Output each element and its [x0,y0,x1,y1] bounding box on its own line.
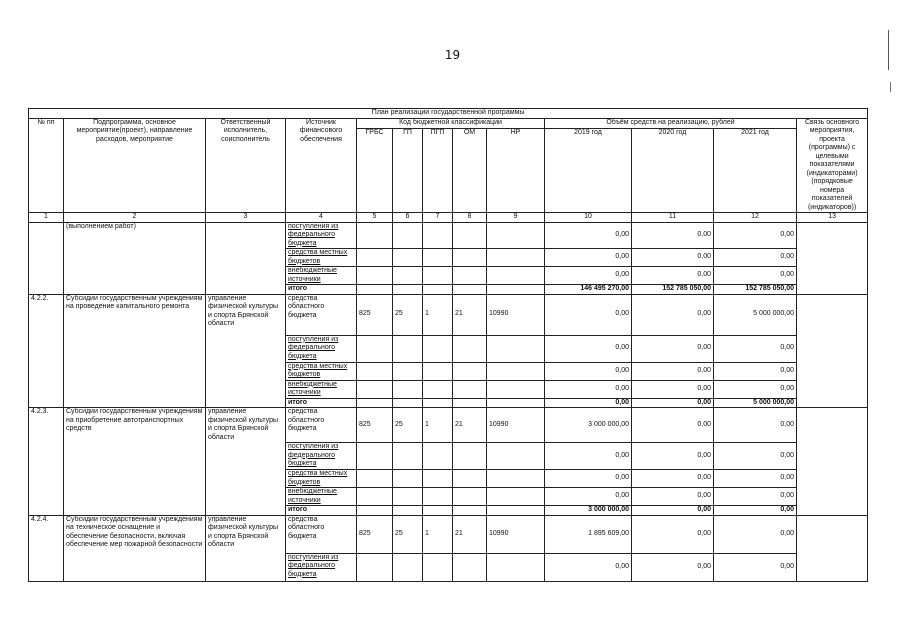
item-responsible-cell: управление физической культуры и спорта Брянской области [206,515,286,581]
link-cell [797,294,868,408]
value-2020: 0,00 [632,335,714,362]
total-2019: 146 495 270,00 [545,285,632,295]
source-federal: поступления из федерального бюджета [288,443,339,467]
value-2021: 0,00 [714,222,797,249]
value-2021: 0,00 [714,249,797,267]
value-2021: 0,00 [714,380,797,398]
source-local: средства местных бюджетов [288,470,348,486]
total-2020: 152 785 050,00 [632,285,714,295]
pgp-code: 1 [423,294,453,335]
om-code: 21 [453,515,487,553]
col-subprogram-header: Подпрограмма, основное мероприятие(проект), направление расходов, мероприятие [64,118,206,213]
table-row [29,515,868,553]
link-cell [797,408,868,516]
plan-title-row [29,109,868,119]
column-number: 1 [29,213,64,223]
volume-header: Объём средств на реализацию, рублей [545,118,797,129]
link-cell [797,515,868,581]
source-regional: средства областного бюджета [286,294,357,335]
value-2019: 0,00 [545,267,632,285]
column-numbers-row [29,213,868,223]
program-plan-table [28,108,868,582]
plan-title: План реализации государственной программы [29,109,868,119]
col-nr-header: НР [487,129,545,213]
source-federal: поступления из федерального бюджета [288,553,339,578]
source-cell [286,335,357,362]
col-pgp-header: ПГП [423,129,453,213]
column-number: 5 [357,213,393,223]
total-2020: 0,00 [632,398,714,408]
header-row-1 [29,118,868,129]
source-cell [286,488,357,506]
table-row [29,408,868,443]
grbs-code: 825 [357,294,393,335]
value-2020: 0,00 [632,380,714,398]
pgp-code: 1 [423,408,453,443]
source-local: средства местных бюджетов [288,362,348,378]
source-local: средства местных бюджетов [288,249,348,265]
value-2020: 0,00 [632,267,714,285]
total-2021: 0,00 [714,506,797,516]
col-om-header: ОМ [453,129,487,213]
value-2019: 0,00 [545,488,632,506]
table-row [29,294,868,335]
column-number: 9 [487,213,545,223]
value-2019: 0,00 [545,553,632,581]
gp-code: 25 [393,515,423,553]
value-2021: 0,00 [714,488,797,506]
nr-code: 10990 [487,294,545,335]
nr-code: 10990 [487,408,545,443]
item-number-cell: 4.2.4. [29,515,64,581]
col-2019-header: 2019 год [545,129,632,213]
column-number: 3 [206,213,286,223]
item-name-cell: (выполнением работ) [64,222,206,294]
item-number-cell [29,222,64,294]
value-2020: 0,00 [632,553,714,581]
source-total: итого [286,285,357,295]
value-2019: 0,00 [545,294,632,335]
source-regional: средства областного бюджета [286,408,357,443]
source-cell [286,362,357,380]
column-number: 4 [286,213,357,223]
source-cell [286,553,357,581]
item-number-cell: 4.2.3. [29,408,64,516]
value-2020: 0,00 [632,222,714,249]
gp-code: 25 [393,408,423,443]
source-regional: средства областного бюджета [286,515,357,553]
item-responsible-cell: управление физической культуры и спорта Брянской области [206,294,286,408]
value-2021: 0,00 [714,553,797,581]
grbs-code: 825 [357,408,393,443]
value-2020: 0,00 [632,294,714,335]
item-number-cell: 4.2.2. [29,294,64,408]
col-responsible-header: Ответственный исполнитель, соисполнитель [206,118,286,213]
value-2020: 0,00 [632,362,714,380]
table-row [29,222,868,249]
budget-code-header: Код бюджетной классификации [357,118,545,129]
column-number: 13 [797,213,868,223]
total-2019: 0,00 [545,398,632,408]
source-total: итого [286,506,357,516]
col-gp-header: ГП [393,129,423,213]
value-2020: 0,00 [632,408,714,443]
value-2020: 0,00 [632,470,714,488]
om-code: 21 [453,294,487,335]
column-number: 10 [545,213,632,223]
value-2020: 0,00 [632,488,714,506]
value-2019: 0,00 [545,362,632,380]
value-2019: 0,00 [545,380,632,398]
value-2019: 0,00 [545,222,632,249]
source-federal: поступления из федерального бюджета [288,335,339,360]
value-2019: 0,00 [545,443,632,470]
scan-edge-mark [888,30,889,70]
value-2020: 0,00 [632,443,714,470]
total-2021: 5 000 000,00 [714,398,797,408]
scan-edge-mark-2 [890,82,891,92]
value-2019: 1 895 609,00 [545,515,632,553]
source-cell [286,380,357,398]
item-name-cell: Субсидии государственным учреждениям на техническое оснащение и обеспечение безопасности, включая обеспечение мер пожарной безопасности [64,515,206,581]
source-extra: внебюджетные источники [288,380,337,396]
column-number: 12 [714,213,797,223]
value-2021: 0,00 [714,443,797,470]
col-2021-header: 2021 год [714,129,797,213]
value-2021: 0,00 [714,408,797,443]
source-extra: внебюджетные источники [288,488,337,504]
item-name-cell: Субсидии государственным учреждениям на приобретение автотранспортных средств [64,408,206,516]
pgp-code: 1 [423,515,453,553]
value-2019: 3 000 000,00 [545,408,632,443]
column-number: 11 [632,213,714,223]
grbs-code: 825 [357,515,393,553]
value-2020: 0,00 [632,249,714,267]
col-source-header: Источник финансового обеспечения [286,118,357,213]
column-number: 7 [423,213,453,223]
gp-code: 25 [393,294,423,335]
item-responsible-cell [206,222,286,294]
om-code: 21 [453,408,487,443]
source-federal: поступления из федерального бюджета [288,222,339,247]
col-2020-header: 2020 год [632,129,714,213]
value-2019: 0,00 [545,335,632,362]
value-2019: 0,00 [545,249,632,267]
program-plan-sheet [28,108,867,582]
value-2021: 0,00 [714,470,797,488]
value-2021: 0,00 [714,335,797,362]
item-name-cell: Субсидии государственным учреждениям на проведение капитального ремонта [64,294,206,408]
total-2019: 3 000 000,00 [545,506,632,516]
link-cell [797,222,868,294]
column-number: 2 [64,213,206,223]
source-cell [286,443,357,470]
value-2019: 0,00 [545,470,632,488]
source-cell [286,470,357,488]
col-num-header: № пп [29,118,64,213]
value-2021: 0,00 [714,515,797,553]
value-2020: 0,00 [632,515,714,553]
total-2021: 152 785 050,00 [714,285,797,295]
nr-code: 10990 [487,515,545,553]
total-2020: 0,00 [632,506,714,516]
value-2021: 0,00 [714,267,797,285]
page-number: 19 [444,48,461,62]
source-extra: внебюджетные источники [288,267,337,283]
column-number: 6 [393,213,423,223]
col-grbs-header: ГРБС [357,129,393,213]
source-cell [286,222,357,249]
source-cell [286,249,357,267]
col-link-header: Связь основного мероприятия, проекта (программы) с целевыми показателями (индикаторами) (порядковые номера показателей (индикаторов)) [797,118,868,213]
column-number: 8 [453,213,487,223]
source-total: итого [286,398,357,408]
source-cell [286,267,357,285]
value-2021: 5 000 000,00 [714,294,797,335]
item-responsible-cell: управление физической культуры и спорта Брянской области [206,408,286,516]
value-2021: 0,00 [714,362,797,380]
